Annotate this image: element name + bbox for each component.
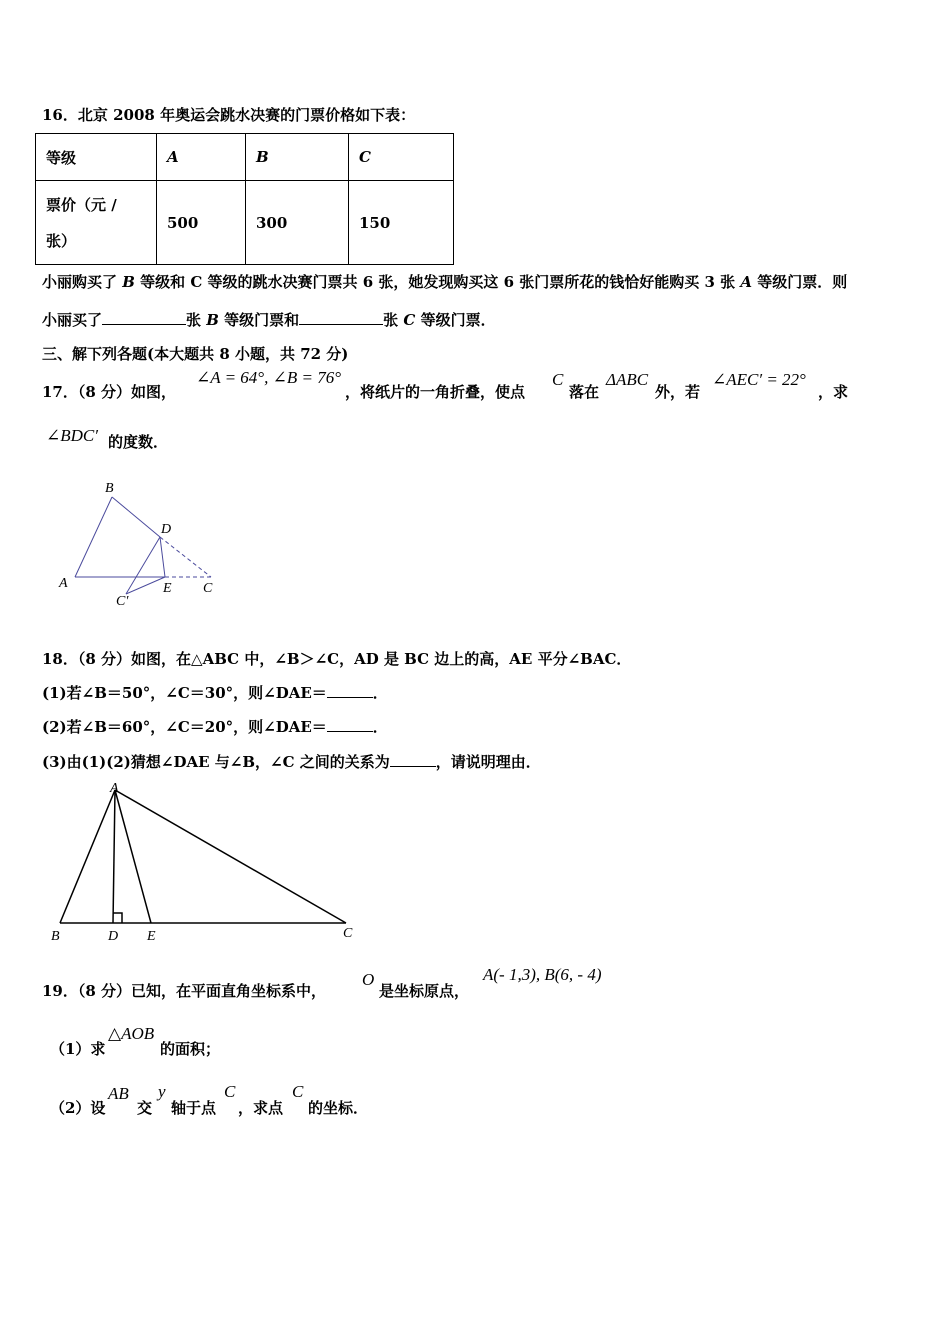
table-row — [36, 134, 454, 181]
q16-line1: 小丽购买了 B 等级和 C 等级的跳水决赛门票共 6 张，她发现购买这 6 张门票所花的钱恰好能购买 3 张 A 等级门票．则 — [42, 273, 848, 291]
q19-math-aob: △AOB — [108, 1024, 155, 1043]
q19-math-c: C — [224, 1082, 236, 1101]
q19-text: 轴于点 — [171, 1099, 217, 1117]
label-c-prime: C′ — [116, 594, 129, 609]
q19-text: 的坐标． — [308, 1099, 369, 1117]
q17-math-angles: ∠A = 64°, ∠B = 76° — [196, 368, 341, 387]
label-b: B — [51, 929, 60, 944]
label-b: B — [105, 481, 114, 496]
q17-text: ，将纸片的一角折叠，使点 — [345, 383, 526, 401]
ticket-price-table — [35, 133, 454, 265]
q19-text: 的面积； — [160, 1040, 221, 1058]
side-ec-prime — [126, 577, 165, 594]
answer-blank[interactable] — [390, 752, 436, 767]
table-cell: 300 — [246, 181, 349, 265]
table-header-cell: A — [157, 134, 246, 181]
q17-math-c: C — [552, 370, 564, 389]
fold-de — [160, 537, 165, 577]
q17-math-aec: ∠AEC′ = 22° — [712, 370, 806, 389]
q19-part2: （2）设 — [50, 1099, 106, 1117]
row-label-line2: 张） — [46, 231, 77, 250]
q17-math-bdc: ∠BDC′ — [46, 426, 98, 445]
side-ab — [60, 790, 115, 923]
triangle-altitude-figure — [0, 780, 380, 950]
label-c: C — [343, 926, 353, 941]
q18-part1: (1)若∠B＝50°，∠C＝30°，则∠DAE＝ ． — [42, 684, 388, 702]
q16-title: 16．北京 2008 年奥运会跳水决赛的门票价格如下表： — [42, 106, 416, 124]
label-a: A — [110, 781, 119, 796]
q19-text: ，求点 — [238, 1099, 284, 1117]
altitude-ad — [113, 790, 115, 923]
q17-text: ，求 — [818, 383, 849, 401]
answer-blank[interactable] — [327, 717, 373, 732]
side-bd — [112, 497, 160, 537]
section-heading: 三、解下列各题(本大题共 8 小题，共 72 分) — [42, 345, 349, 363]
side-ab — [75, 497, 112, 577]
bisector-ae — [115, 790, 151, 923]
q19-text: 是坐标原点， — [379, 982, 470, 1000]
table-header-cell: B — [246, 134, 349, 181]
q17-stem: 17．（8 分）如图， — [42, 383, 177, 401]
right-angle-mark — [113, 913, 122, 923]
label-d: D — [161, 522, 172, 537]
q17-math-triangle: ΔABC — [606, 370, 649, 389]
table-header-cell: C — [349, 134, 454, 181]
table-row-label — [36, 181, 157, 265]
q17-text: 的度数． — [108, 433, 169, 451]
label-c: C — [203, 581, 213, 596]
row-label-line1: 票价（元 / — [46, 195, 117, 214]
table-cell: 500 — [157, 181, 246, 265]
label-d: D — [108, 929, 119, 944]
dashed-dc — [160, 537, 211, 577]
q17-text: 外，若 — [655, 383, 701, 401]
answer-blank[interactable] — [327, 683, 373, 698]
q19-text: 交 — [137, 1099, 153, 1117]
answer-blank[interactable] — [299, 310, 383, 325]
label-a: A — [59, 576, 68, 591]
q19-math-o: O — [362, 970, 375, 989]
q19-part1: （1）求 — [50, 1040, 106, 1058]
side-ac — [115, 790, 346, 923]
q18-part3: (3)由(1)(2)猜想∠DAE 与∠B，∠C 之间的关系为 ，请说明理由． — [42, 753, 541, 771]
fold-triangle-figure — [0, 470, 260, 620]
q19-stem: 19．（8 分）已知，在平面直角坐标系中， — [42, 982, 327, 1000]
label-e: E — [147, 929, 156, 944]
q19-math-points: A(- 1,3), B(6, - 4) — [483, 965, 602, 984]
label-e: E — [163, 581, 172, 596]
answer-blank[interactable] — [102, 310, 186, 325]
q19-math-c2: C — [292, 1082, 304, 1101]
table-header-cell: 等级 — [36, 134, 157, 181]
table-cell: 150 — [349, 181, 454, 265]
q19-math-y: y — [158, 1082, 166, 1101]
q16-line2: 小丽买了 张 B 等级门票和 张 C 等级门票． — [42, 311, 496, 329]
q19-math-ab: AB — [108, 1084, 129, 1103]
q18-stem: 18．（8 分）如图，在△ABC 中，∠B＞∠C，AD 是 BC 边上的高，AE 平分∠BAC． — [42, 650, 632, 668]
table-row — [36, 181, 454, 265]
side-dc-prime — [126, 537, 160, 594]
q18-part2: (2)若∠B＝60°，∠C＝20°，则∠DAE＝ ． — [42, 718, 388, 736]
q17-text: 落在 — [569, 383, 600, 401]
